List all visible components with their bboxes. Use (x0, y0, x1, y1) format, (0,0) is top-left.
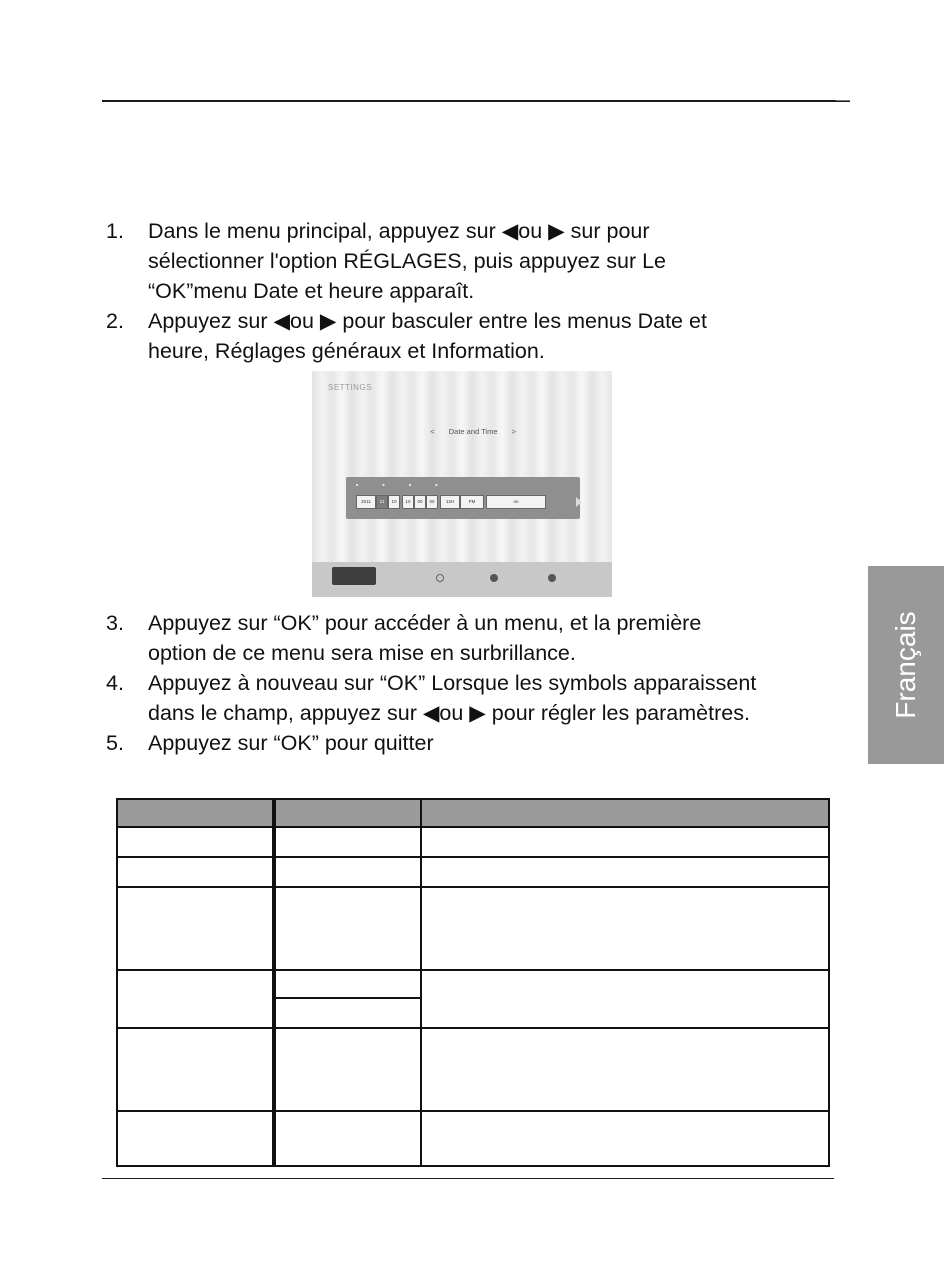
step-number: 1. (106, 219, 124, 243)
table-cell (274, 827, 421, 857)
table-cell (421, 857, 829, 887)
button-dot-icon (490, 574, 498, 582)
step-number: 4. (106, 671, 124, 695)
table-cell (421, 887, 829, 969)
table-cell (274, 1111, 421, 1166)
table-cell (117, 970, 274, 1028)
step-line: heure, Réglages généraux et Information. (148, 339, 545, 363)
table-cell (274, 1028, 421, 1110)
settings-screen-image (312, 371, 612, 597)
table-cell (421, 970, 829, 1028)
table-cell (274, 857, 421, 887)
table-row (117, 1111, 829, 1166)
table-cell (117, 827, 274, 857)
screen-title: SETTINGS (328, 383, 373, 392)
table-cell (274, 998, 421, 1028)
footer-rule (102, 1178, 834, 1179)
table-cell (274, 970, 421, 998)
table-row (117, 970, 829, 998)
step-line: sélectionner l'option RÉGLAGES, puis appuyez sur Le (148, 249, 667, 273)
table-cell (274, 887, 421, 969)
table-row (117, 887, 829, 969)
settings-table (116, 798, 830, 1167)
device-icon (332, 567, 376, 585)
table-cell (117, 887, 274, 969)
field-hour: 10 (402, 495, 414, 509)
table-header-cell (117, 799, 274, 827)
table-row (117, 857, 829, 887)
table-row (117, 1028, 829, 1110)
header-rule-tail (836, 100, 850, 101)
step-line: “OK”menu Date et heure apparaît. (148, 279, 475, 303)
step-line: dans le champ, appuyez sur ◀ou ▶ pour régler les paramètres. (148, 701, 750, 725)
step-line: Appuyez sur ◀ou ▶ pour basculer entre les menus Date et (148, 309, 707, 333)
button-dot-icon (548, 574, 556, 582)
step-number: 2. (106, 309, 124, 333)
field-minute: 00 (414, 495, 426, 509)
table-cell (421, 1028, 829, 1110)
screen-bottom-bar (312, 562, 612, 597)
chevron-right-icon: > (511, 427, 516, 436)
table-header-cell (274, 799, 421, 827)
step-line: Dans le menu principal, appuyez sur ◀ou ▶ sur pour (148, 219, 650, 243)
chevron-left-icon: < (430, 427, 435, 436)
field-ampm: PM (460, 495, 484, 509)
step-number: 3. (106, 611, 124, 635)
step-line: Appuyez sur “OK” pour quitter (148, 731, 434, 755)
table-row (117, 827, 829, 857)
step-number: 5. (106, 731, 124, 755)
screen-menu-nav (312, 427, 522, 436)
table-cell (421, 827, 829, 857)
screen-menu-label: Date and Time (448, 427, 498, 436)
arrow-right-icon (576, 497, 582, 507)
field-day: 10 (388, 495, 400, 509)
table-cell (421, 1111, 829, 1166)
table-cell (117, 1111, 274, 1166)
language-tab-label: Français (890, 611, 921, 719)
step-line: Appuyez sur “OK” pour accéder à un menu, et la première (148, 611, 702, 635)
field-month: 11 (376, 495, 388, 509)
field-labels: ■ ■ ■ ■ (356, 482, 438, 487)
date-time-panel (346, 477, 580, 519)
magnifier-icon (436, 574, 444, 582)
table-cell (117, 1028, 274, 1110)
field-onoff: on (486, 495, 546, 509)
field-format: 12H (440, 495, 460, 509)
step-line: option de ce menu sera mise en surbrillance. (148, 641, 576, 665)
field-second: 00 (426, 495, 438, 509)
table-header-cell (421, 799, 829, 827)
table-header-row (117, 799, 829, 827)
header-rule (102, 100, 850, 102)
language-tab (868, 566, 944, 764)
table-cell (117, 857, 274, 887)
field-year: 2011 (356, 495, 376, 509)
step-line: Appuyez à nouveau sur “OK” Lorsque les symbols apparaissent (148, 671, 757, 695)
